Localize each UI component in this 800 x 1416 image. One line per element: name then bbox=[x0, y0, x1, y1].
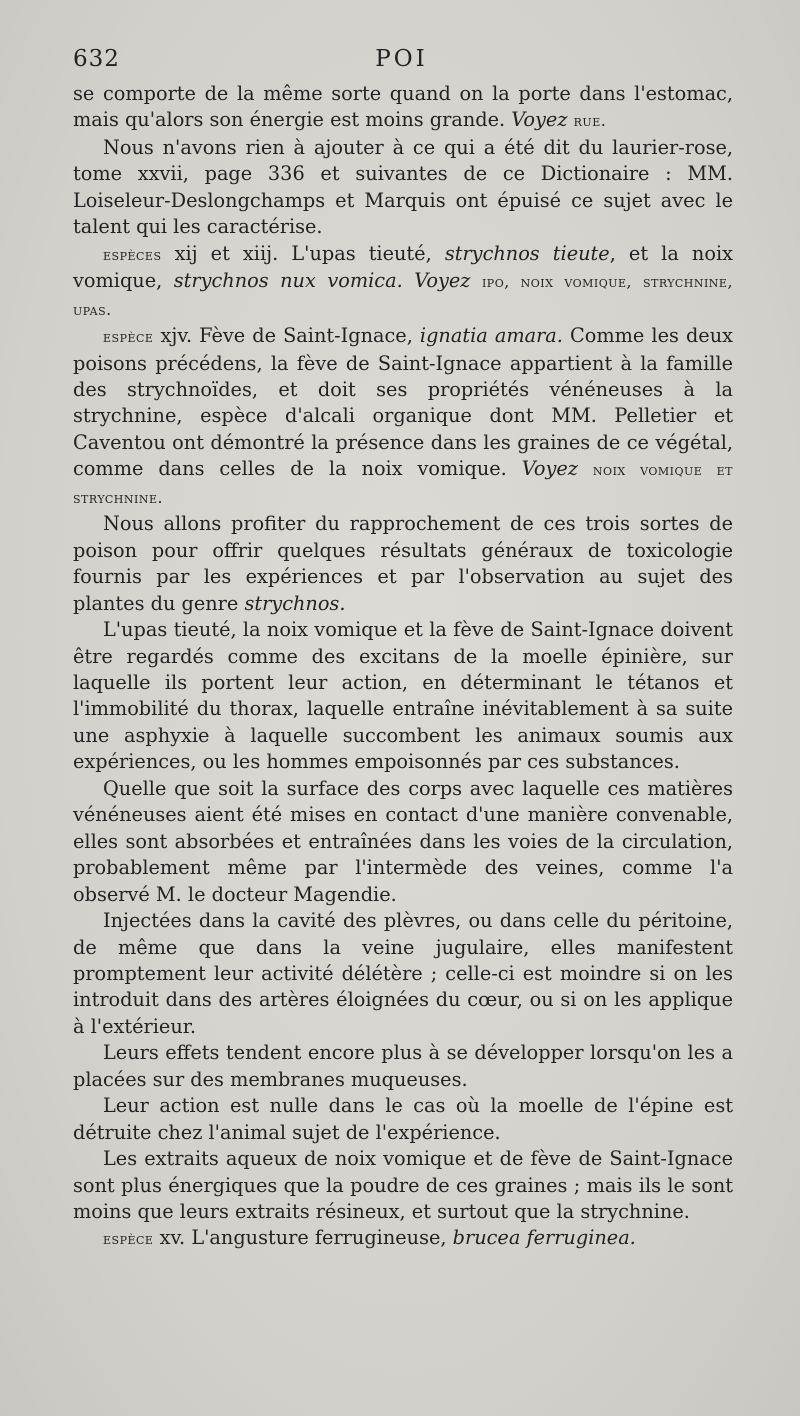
text-segment: Leurs effets tendent encore plus à se développer lorsqu'on les a placées sur des membranes muqueuses. bbox=[73, 1041, 733, 1091]
text-segment: L'upas tieuté, la noix vomique et la fève de Saint-Ignace doivent être regardés comme des excitans de la moelle épinière, sur laquelle ils portent leur action, en déterminant le tétanos et l'immobilité du thorax, laquelle entraîne inévitablement à sa suite une asphyxie à laquelle succombent les animaux soumis aux expériences, ou les hommes empoisonnés par ces substances. bbox=[73, 618, 733, 774]
text-segment: ipo, noix vomique, strychnine, upas. bbox=[73, 272, 733, 319]
text-segment: se comporte de la même sorte quand on la porte dans l'estomac, mais qu'alors son énergie est moins grande. bbox=[73, 82, 733, 132]
text-segment: strychnos. bbox=[244, 591, 346, 615]
paragraph-p2 bbox=[73, 135, 733, 241]
text-segment bbox=[470, 269, 482, 292]
page-number: 632 bbox=[73, 46, 120, 72]
text-segment: Leur action est nulle dans le cas où la moelle de l'épine est détruite chez l'animal sujet de l'expérience. bbox=[73, 1094, 733, 1144]
paragraph-p8 bbox=[73, 908, 733, 1040]
text-segment: espèces bbox=[103, 244, 162, 264]
paragraph-p6 bbox=[73, 617, 733, 776]
text-segment bbox=[578, 457, 593, 480]
text-segment: Voyez bbox=[511, 108, 568, 132]
paragraph-p11 bbox=[73, 1146, 733, 1225]
text-segment: Comme les deux poisons précédens, la fève de Saint-Ignace appartient à la famille des strychnoïdes, et doit ses propriétés vénéneuses à la strychnine, espèce d'alcali organique dont MM. Pelletier et Caventou ont démontré la présence dans les graines de ce végétal, comme dans celles de la noix vomique. bbox=[73, 324, 733, 481]
text-segment: xjv. Fève de Saint-Ignace, bbox=[153, 324, 420, 348]
text-segment: espèce bbox=[103, 1229, 154, 1249]
paragraph-p3 bbox=[73, 241, 733, 323]
page-header bbox=[73, 46, 730, 76]
paragraph-p7 bbox=[73, 776, 733, 908]
text-segment: xij et xiij. L'upas tieuté, bbox=[161, 241, 445, 265]
text-segment: strychnos nux vomica. bbox=[173, 269, 403, 293]
text-body bbox=[73, 81, 733, 1253]
text-segment: noix vomique et strychnine. bbox=[73, 460, 733, 507]
paragraph-p4 bbox=[73, 323, 733, 511]
text-segment: xv. L'angusture ferrugineuse, bbox=[153, 1226, 453, 1250]
text-segment: Voyez bbox=[521, 457, 578, 481]
paragraph-p10 bbox=[73, 1093, 733, 1146]
paragraph-p12 bbox=[73, 1225, 733, 1252]
text-segment: espèce bbox=[103, 327, 154, 347]
text-segment: Les extraits aqueux de noix vomique et de fève de Saint-Ignace sont plus énergiques que la poudre de ces graines ; mais ils le sont moins que leurs extraits résineux, et surtout que la strychnine. bbox=[73, 1147, 733, 1224]
text-segment: Nous n'avons rien à ajouter à ce qui a été dit du laurier-rose, tome xxvii, page 336 et suivantes de ce Dictionaire : MM. Loiseleur-Deslongchamps et Marquis ont épuisé ce sujet avec le talent qui les caractérise. bbox=[73, 135, 733, 239]
text-segment: strychnos tieute bbox=[444, 241, 610, 265]
paragraph-p5 bbox=[73, 511, 733, 617]
text-segment: brucea ferruginea. bbox=[452, 1226, 636, 1250]
running-head: POI bbox=[375, 46, 428, 72]
text-segment: rue. bbox=[573, 111, 607, 131]
text-segment: Voyez bbox=[414, 269, 471, 293]
paragraph-p1 bbox=[73, 81, 733, 135]
text-segment: ignatia amara. bbox=[419, 324, 563, 348]
text-segment: Injectées dans la cavité des plèvres, ou dans celle du péritoine, de même que dans la veine jugulaire, elles manifestent promptement leur activité délétère ; celle-ci est moindre si on les introduit dans des artères éloignées du cœur, ou si on les applique à l'extérieur. bbox=[73, 909, 733, 1038]
text-segment: Quelle que soit la surface des corps avec laquelle ces matières vénéneuses aient été mises en contact d'une manière convenable, elles sont absorbées et entraînées dans les voies de la circulation, probablement même par l'intermède des veines, comme l'a observé M. le docteur Magendie. bbox=[73, 776, 733, 906]
text-segment: Nous allons profiter du rapprochement de ces trois sortes de poison pour offrir quelques résultats généraux de toxicologie fournis par les expériences et par l'observation au sujet des plantes du genre bbox=[73, 512, 733, 615]
text-segment: , et la noix vomique, bbox=[73, 241, 733, 293]
paragraph-p9 bbox=[73, 1040, 733, 1093]
text-segment bbox=[403, 269, 415, 292]
